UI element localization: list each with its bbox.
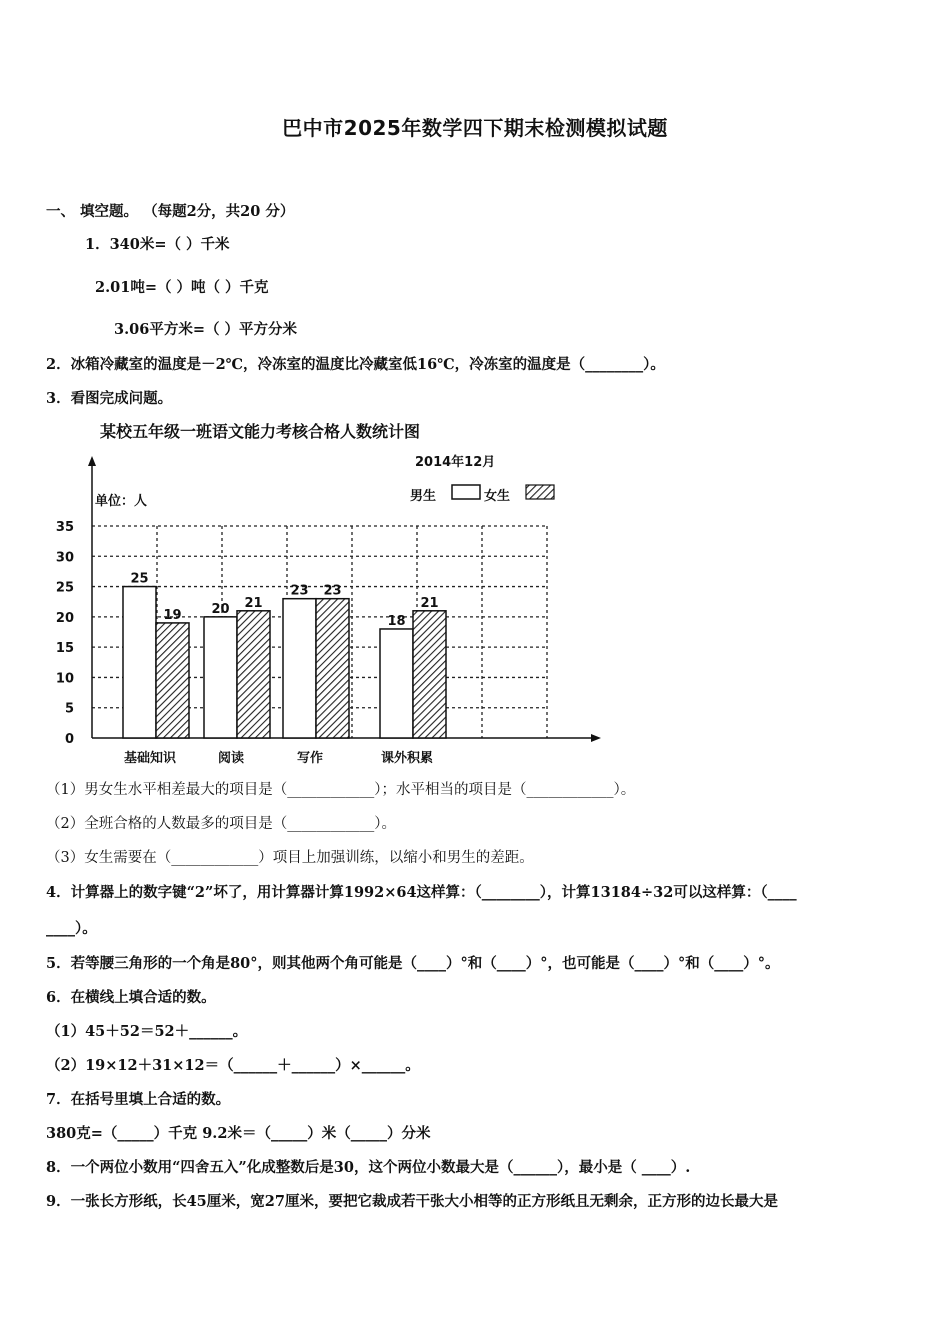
bar-boys	[283, 599, 316, 738]
y-tick-label: 10	[55, 671, 74, 687]
q1-part-c: 3.06平方米=（ ）平方分米	[114, 321, 298, 338]
bar-data-label: 19	[163, 607, 182, 623]
x-category-label: 基础知识	[123, 751, 177, 766]
q7-sub1: 380克=（_____）千克 9.2米＝（_____）米（_____）分米	[46, 1125, 431, 1142]
section1-heading: 一、 填空题。 （每题2分，共20 分）	[46, 203, 295, 220]
bar-boys	[204, 617, 237, 738]
x-category-label: 课外积累	[380, 751, 434, 766]
y-tick-label: 20	[55, 610, 74, 626]
y-tick-label: 15	[55, 641, 74, 657]
x-category-label: 阅读	[217, 751, 245, 766]
q6-sub1: （1）45＋52＝52＋______。	[46, 1023, 248, 1040]
chart-container	[40, 415, 620, 775]
q3-text: 3．看图完成问题。	[46, 390, 173, 407]
y-axis-arrow	[88, 456, 96, 466]
y-tick-label: 25	[55, 580, 74, 596]
q4-line2: ____）。	[46, 920, 97, 937]
bar-boys	[123, 587, 156, 738]
q7-text: 7．在括号里填上合适的数。	[46, 1091, 231, 1108]
q4-line1: 4．计算器上的数字键“2”坏了，用计算器计算1992×64这样算：（________），计算13184÷32可以这样算：（____	[46, 884, 797, 901]
x-category-label: 写作	[296, 751, 324, 766]
legend-label-girls: 女生	[484, 489, 511, 504]
bar-girls	[413, 611, 446, 738]
q1-part-a: 1．340米=（ ）千米	[85, 236, 230, 253]
bar-data-label: 21	[420, 595, 439, 611]
bar-data-label: 23	[290, 583, 309, 599]
bar-data-label: 25	[130, 571, 149, 587]
page-title: 巴中市2025年数学四下期末检测模拟试题	[282, 116, 668, 140]
chart-legend	[410, 485, 554, 504]
bar-boys	[380, 629, 413, 738]
y-tick-label: 35	[55, 520, 74, 535]
legend-swatch-boys	[452, 485, 480, 499]
bar-girls	[156, 623, 189, 738]
q6-sub2: （2）19×12＋31×12＝（______＋______）×______。	[46, 1057, 420, 1074]
q1-part-b: 2.01吨=（ ）吨（ ）千克	[95, 279, 269, 296]
bar-girls	[237, 611, 270, 738]
bar-girls	[316, 599, 349, 738]
y-tick-label: 5	[64, 701, 74, 717]
q6-text: 6．在横线上填合适的数。	[46, 989, 216, 1006]
legend-swatch-girls	[526, 485, 554, 499]
q8: 8．一个两位小数用“四舍五入”化成整数后是30，这个两位小数最大是（______），最小是（ ____）.	[46, 1159, 691, 1176]
q3-sub1: （1）男女生水平相差最大的项目是（____________）；水平相当的项目是（____________）。	[46, 782, 636, 798]
q3-sub2: （2）全班合格的人数最多的项目是（____________）。	[46, 816, 396, 832]
chart-unit-label: 单位：人	[95, 494, 148, 509]
bar-data-label: 20	[211, 601, 230, 617]
q9: 9．一张长方形纸，长45厘米，宽27厘米，要把它裁成若干张大小相等的正方形纸且无剩余，正方形的边长最大是	[46, 1193, 778, 1210]
q5: 5．若等腰三角形的一个角是80°，则其他两个角可能是（____）°和（____）°，也可能是（____）°和（____）°。	[46, 955, 780, 972]
legend-label-boys: 男生	[410, 489, 437, 504]
bar-data-label: 18	[387, 613, 406, 629]
y-tick-label: 30	[55, 550, 74, 566]
chart-subtitle: 2014年12月	[415, 455, 496, 470]
bar-data-label: 23	[323, 583, 342, 599]
q3-sub3: （3）女生需要在（____________）项目上加强训练，以缩小和男生的差距。	[46, 850, 534, 866]
chart-title: 某校五年级一班语文能力考核合格人数统计图	[100, 422, 421, 441]
q2: 2．冰箱冷藏室的温度是－2℃，冷冻室的温度比冷藏室低16℃，冷冻室的温度是（________）。	[46, 356, 665, 373]
bar-data-label: 21	[244, 595, 263, 611]
y-tick-label: 0	[64, 732, 74, 747]
bar-chart	[40, 415, 620, 775]
x-axis-arrow	[591, 734, 601, 742]
